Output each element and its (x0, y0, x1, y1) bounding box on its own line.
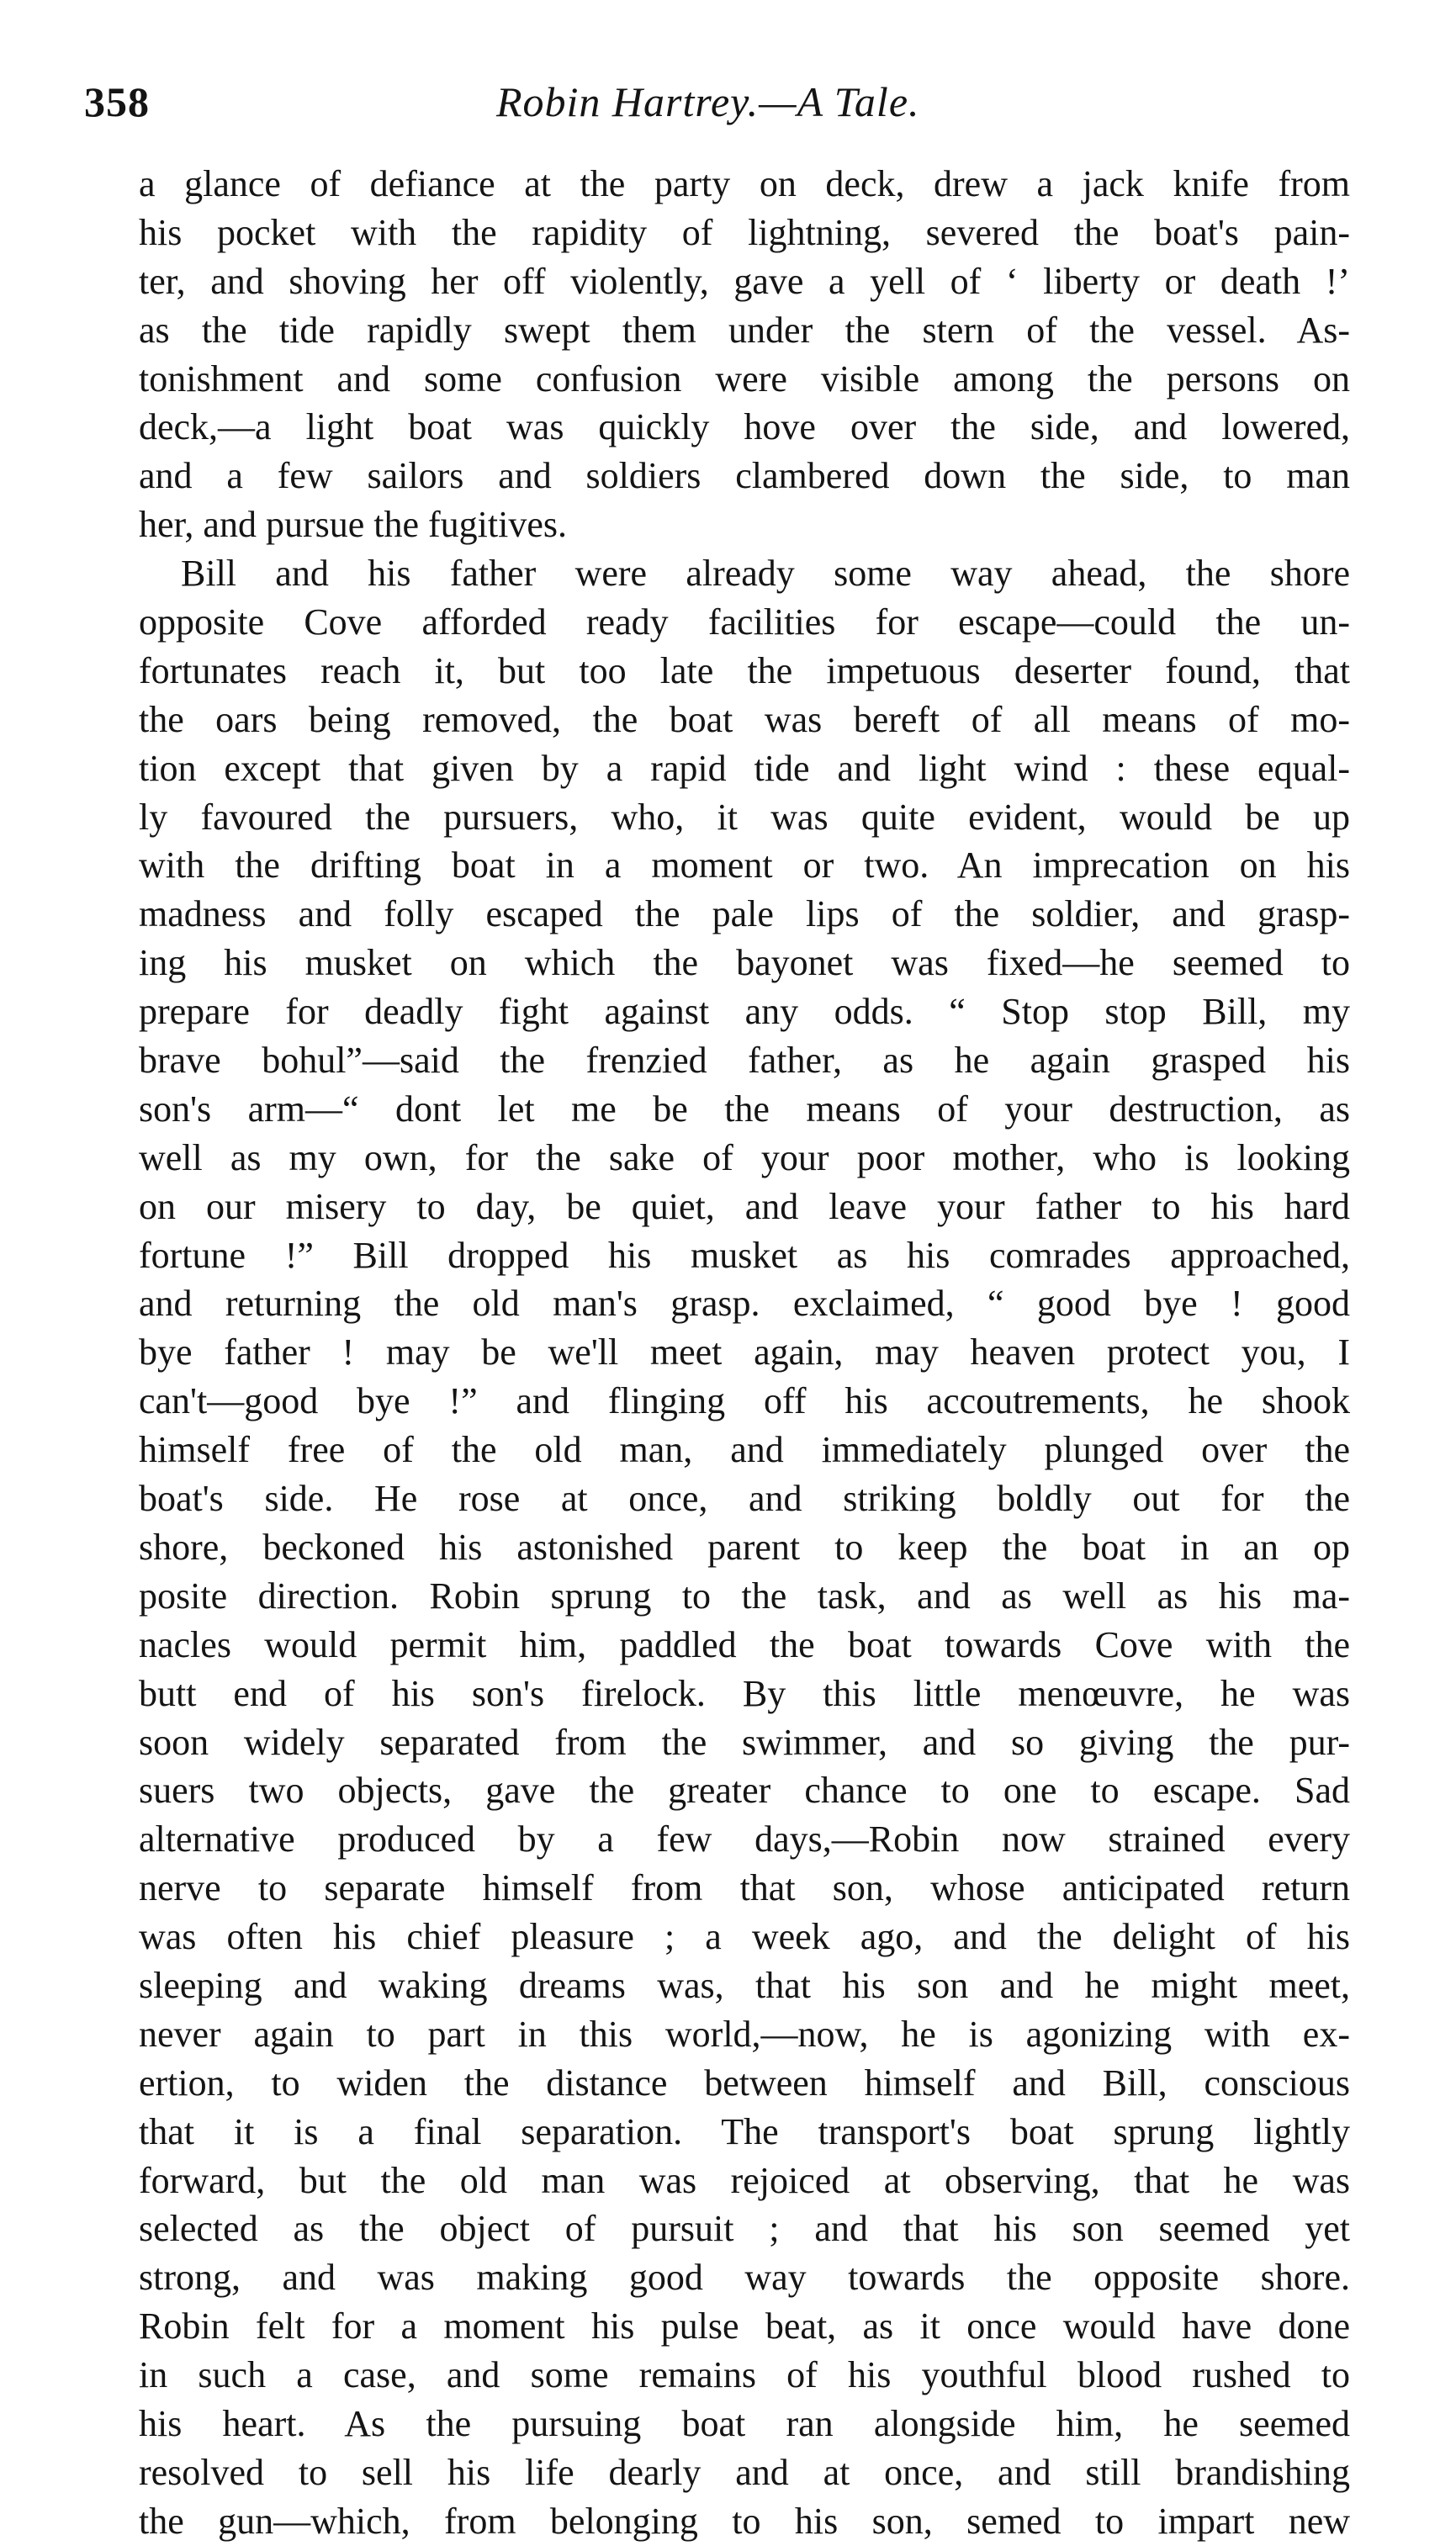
text-line: deck,—a light boat was quickly hove over the side, and lowered, (139, 406, 1350, 448)
text-line: on our misery to day, be quiet, and leave your father to his hard (139, 1185, 1350, 1227)
text-line: nerve to separate himself from that son, whose anticipated return (139, 1867, 1350, 1909)
text-line: was often his chief pleasure ; a week ago, and the delight of his (139, 1916, 1350, 1958)
text-line: suers two objects, gave the greater chance to one to escape. Sad (139, 1770, 1350, 1812)
text-line: ly favoured the pursuers, who, it was quite evident, would be up (139, 796, 1350, 838)
text-line: and a few sailors and soldiers clambered down the side, to man (139, 455, 1350, 497)
text-line: his heart. As the pursuing boat ran alongside him, he seemed (139, 2402, 1350, 2444)
text-line: a glance of defiance at the party on deck, drew a jack knife from (139, 163, 1350, 204)
text-line: forward, but the old man was rejoiced at observing, that he was (139, 2159, 1350, 2201)
text-line: tonishment and some confusion were visible among the persons on (139, 357, 1350, 400)
text-line: strong, and was making good way towards the opposite shore. (139, 2257, 1350, 2299)
text-line: the gun—which, from belonging to his son, semed to impart new (139, 2500, 1350, 2542)
text-line: the oars being removed, the boat was bereft of all means of mo- (139, 698, 1350, 740)
text-line: shore, beckoned his astonished parent to keep the boat in an op (139, 1526, 1350, 1568)
text-line: as the tide rapidly swept them under the stern of the vessel. As- (139, 309, 1350, 351)
text-line: boat's side. He rose at once, and striking boldly out for the (139, 1478, 1350, 1520)
paragraph-first-line: Bill and his father were already some way ahead, the shore (181, 553, 1350, 595)
running-title: Robin Hartrey.—A Tale. (496, 78, 920, 125)
text-line: madness and folly escaped the pale lips of the soldier, and grasp- (139, 893, 1350, 935)
text-line: resolved to sell his life dearly and at once, and still brandishing (139, 2451, 1350, 2493)
text-line: sleeping and waking dreams was, that his son and he might meet, (139, 1964, 1350, 2006)
text-line: never again to part in this world,—now, he is agonizing with ex- (139, 2013, 1350, 2055)
text-line: nacles would permit him, paddled the boat towards Cove with the (139, 1623, 1350, 1665)
text-line: brave bohul”—said the frenzied father, as he again grasped his (139, 1040, 1350, 1082)
text-line: son's arm—“ dont let me be the means of your destruction, as (139, 1088, 1350, 1130)
text-line: and returning the old man's grasp. exclaimed, “ good bye ! good (139, 1283, 1350, 1325)
text-line: ertion, to widen the distance between himself and Bill, conscious (139, 2062, 1350, 2104)
text-line: selected as the object of pursuit ; and that his son seemed yet (139, 2208, 1350, 2250)
body-text (139, 160, 1350, 2546)
text-line: her, and pursue the fugitives. (139, 504, 567, 546)
text-line: can't—good bye !” and flinging off his accoutrements, he shook (139, 1380, 1350, 1422)
text-line: in such a case, and some remains of his youthful blood rushed to (139, 2354, 1350, 2396)
text-line: soon widely separated from the swimmer, and so giving the pur- (139, 1721, 1350, 1763)
text-line: tion except that given by a rapid tide and light wind : these equal- (139, 747, 1350, 789)
text-line: opposite Cove afforded ready facilities for escape—could the un- (139, 601, 1350, 643)
text-line: himself free of the old man, and immediately plunged over the (139, 1429, 1350, 1471)
text-line: ing his musket on which the bayonet was fixed—he seemed to (139, 942, 1350, 984)
text-line: fortunates reach it, but too late the impetuous deserter found, that (139, 649, 1350, 691)
text-line: ter, and shoving her off violently, gave a yell of ‘ liberty or death !’ (139, 260, 1350, 302)
text-line: that it is a final separation. The transport's boat sprung lightly (139, 2110, 1350, 2152)
text-line: well as my own, for the sake of your poor mother, who is looking (139, 1136, 1350, 1178)
text-line: Robin felt for a moment his pulse beat, as it once would have done (139, 2305, 1350, 2348)
text-line: fortune !” Bill dropped his musket as his comrades approached, (139, 1234, 1350, 1276)
text-line: with the drifting boat in a moment or two. An imprecation on his (139, 844, 1350, 887)
text-line: butt end of his son's firelock. By this little menœuvre, he was (139, 1672, 1350, 1714)
text-line: posite direction. Robin sprung to the task, and as well as his ma- (139, 1575, 1350, 1617)
text-line: alternative produced by a few days,—Robin now strained every (139, 1818, 1350, 1861)
text-line: bye father ! may be we'll meet again, may heaven protect you, I (139, 1331, 1350, 1374)
text-line: prepare for deadly fight against any odds. “ Stop stop Bill, my (139, 991, 1350, 1033)
page-number: 358 (84, 78, 150, 125)
running-head (84, 77, 1346, 145)
text-line: his pocket with the rapidity of lightning, severed the boat's pain- (139, 211, 1350, 253)
